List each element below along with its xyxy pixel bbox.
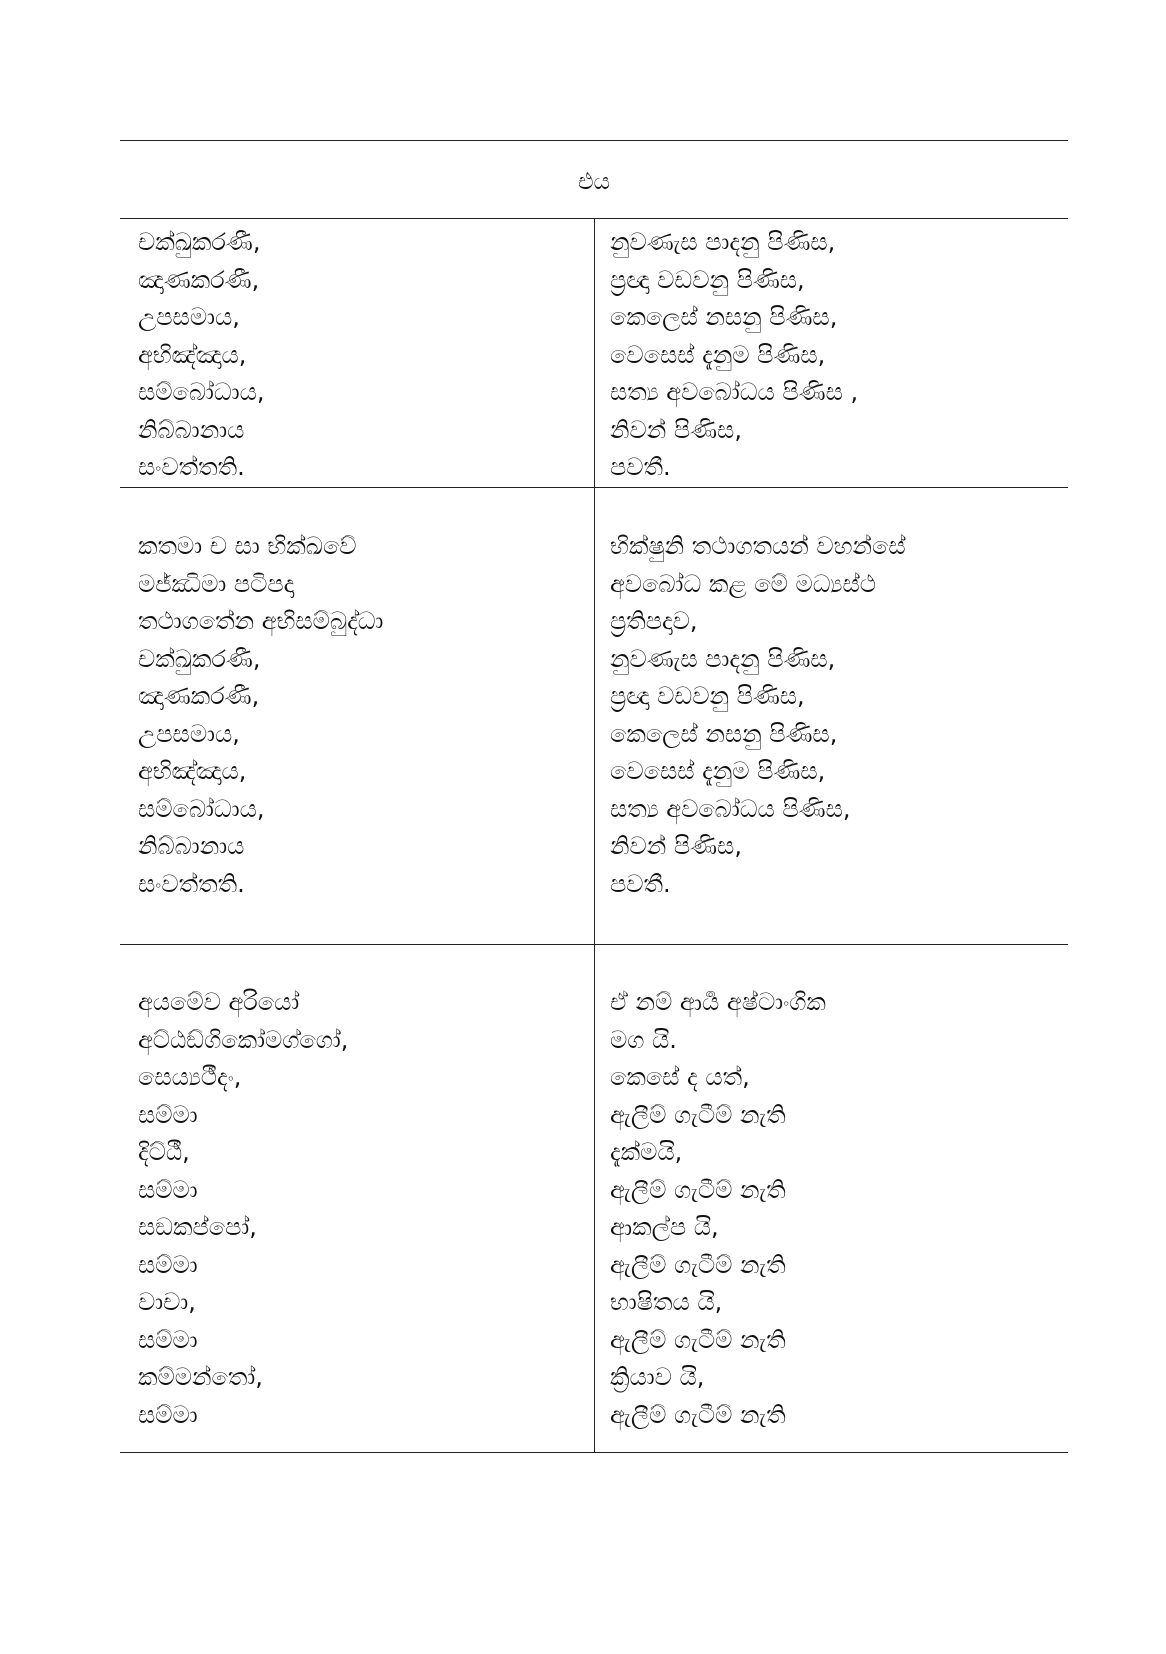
pali-line: සම්බෝධාය, — [138, 378, 265, 406]
pali-line: කතමා ච සා භික්ඛවේ — [138, 532, 357, 560]
sinhala-line: ආකල්ප යි, — [610, 1213, 719, 1241]
sinhala-line: නිවන් පිණිස, — [610, 832, 742, 860]
pali-line: මජ්ඣිමා පටිපදා — [138, 569, 295, 598]
pali-line: අභිඤ්ඤාය, — [138, 340, 247, 369]
sinhala-line: ඇලීම් ගැටීම් නැති — [610, 1100, 786, 1129]
pali-line: අයමේව අරියෝ — [138, 988, 300, 1016]
table-heading: එය — [577, 169, 611, 195]
sinhala-line: නුවණැස පාදනු පිණිස, — [610, 228, 836, 256]
section-2-pali-column — [138, 528, 383, 903]
sinhala-line: නුවණැස පාදනු පිණිස, — [610, 644, 836, 673]
sinhala-line: ක්‍රියාව යි, — [610, 1363, 705, 1391]
column-divider — [594, 218, 595, 1452]
section-2-sinhala-column — [610, 528, 906, 903]
sinhala-line: ප්‍රඥා වඩවනු පිණිස, — [610, 265, 805, 294]
pali-line: අභිඤ්ඤාය, — [138, 757, 247, 785]
pali-line: ඤාණකරණී, — [138, 682, 260, 710]
pali-line: චක්ඛුකරණී, — [138, 644, 261, 673]
section-2-rule — [120, 944, 1068, 945]
pali-line: සෙය්‍යථීදං, — [138, 1063, 242, 1091]
sinhala-line: භික්ෂුනි තථාගතයන් වහන්සේ — [610, 532, 906, 560]
table-top-rule — [120, 140, 1068, 141]
sinhala-line: සත්‍ය අවබෝධය පිණිස , — [610, 378, 859, 406]
pali-line: චක්ඛුකරණී, — [138, 228, 261, 256]
sinhala-line: ඇලීම් ගැටීම් නැති — [610, 1250, 786, 1279]
sinhala-line: වෙසෙස් දැනුම පිණිස, — [610, 757, 826, 785]
pali-line: සම්මා — [138, 1250, 198, 1279]
table-bottom-rule — [120, 1452, 1068, 1453]
pali-line: කම්මන්තෝ, — [138, 1363, 263, 1391]
sinhala-line: වෙසෙස් දැනුම පිණිස, — [610, 340, 826, 369]
sinhala-line: ඇලීම් ගැටීම් නැති — [610, 1400, 786, 1429]
sinhala-line: කෙලෙස් නසනු පිණිස, — [610, 719, 838, 748]
section-1-sinhala-column — [610, 224, 858, 487]
pali-line: සම්මා — [138, 1400, 198, 1429]
pali-line: දිට්ඨී, — [138, 1138, 190, 1166]
pali-line: තථාගතේන අභිසම්බුද්ධා — [138, 607, 384, 635]
sinhala-line: අවබෝධ කළ මේ මධ්‍යස්ථ — [610, 569, 876, 598]
sinhala-line: පවතී. — [610, 869, 671, 898]
section-1-rule — [120, 487, 1068, 488]
sinhala-line: ප්‍රතිපදාව, — [610, 607, 698, 635]
sinhala-line: ඇලීම් ගැටීම් නැති — [610, 1325, 786, 1354]
pali-line: උපසමාය, — [138, 719, 240, 748]
sinhala-line: ඇලීම් ගැටීම් නැති — [610, 1175, 786, 1204]
pali-line: සඞකප්පෝ, — [138, 1213, 257, 1241]
sinhala-line: ප්‍රඥා වඩවනු පිණිස, — [610, 682, 805, 710]
pali-line: සම්මා — [138, 1175, 198, 1204]
pali-line: උපසමාය, — [138, 303, 240, 331]
section-3-pali-column — [138, 984, 348, 1434]
sinhala-line: සත්‍ය අවබෝධය පිණිස, — [610, 794, 851, 823]
sinhala-line: භාෂිතය යි, — [610, 1288, 723, 1316]
pali-line: සම්බෝධාය, — [138, 794, 265, 823]
sinhala-line: ඒ නම් ආර්‍ය අෂ්ටාංගික — [610, 988, 826, 1016]
pali-line: සම්මා — [138, 1325, 198, 1354]
pali-line: සංවත්තති. — [138, 453, 245, 481]
sinhala-line: දැක්මයි, — [610, 1138, 683, 1166]
pali-line: ඤාණකරණී, — [138, 265, 260, 294]
sinhala-line: කෙලෙස් නසනු පිණිස, — [610, 303, 838, 331]
pali-line: නිබ්බානාය — [138, 415, 245, 444]
pali-line: වාචා, — [138, 1288, 196, 1316]
section-3-sinhala-column — [610, 984, 826, 1434]
pali-line: සංවත්තති. — [138, 869, 245, 898]
sinhala-line: නිවන් පිණිස, — [610, 415, 742, 444]
section-1-pali-column — [138, 224, 264, 487]
sinhala-line: කෙසේ ද යත්, — [610, 1063, 750, 1091]
pali-line: අට්ඨඞ්ගිකෝමග්ගෝ, — [138, 1025, 349, 1054]
pali-line: නිබ්බානාය — [138, 832, 245, 860]
pali-line: සම්මා — [138, 1100, 198, 1129]
sinhala-line: මග යි. — [610, 1025, 677, 1054]
sinhala-line: පවතී. — [610, 453, 671, 481]
